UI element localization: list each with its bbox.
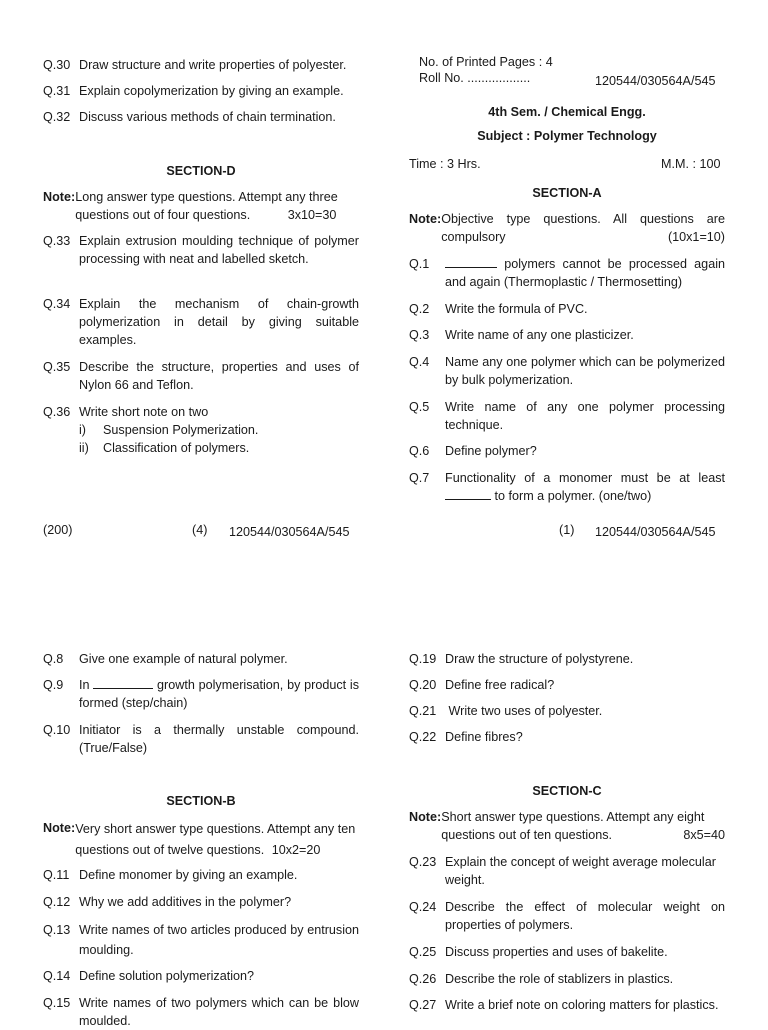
question-5: Q.5 Write name of any one polymer processing technique. [409,400,725,432]
question-10: Q.10 Initiator is a thermally unstable compound. (True/False) [43,723,359,755]
section-d-title: SECTION-D [166,164,236,178]
section-d-note: Note: Long answer type questions. Attempt any three questions out of four questions. 3x10=30 [43,190,338,222]
section-b-title: SECTION-B [166,794,236,808]
question-6: Q.6 Define polymer? [409,444,537,458]
section-c-note-text: Short answer type questions. Attempt any eight questions out of ten questions. [441,810,705,842]
subitem-2: ii) Classification of polymers. [79,441,250,455]
question-32: Q.32 Discuss various methods of chain termination. [43,110,336,124]
question-20: Q.20 Define free radical? [409,678,555,692]
question-8: Q.8 Give one example of natural polymer. [43,652,288,666]
question-21: Q.21 Write two uses of polyester. [409,704,603,718]
question-23: Q.23 Explain the concept of weight average molecular weight. [409,855,716,887]
section-c-title: SECTION-C [532,784,602,798]
header-paper-code: 120544/030564A/545 [595,74,716,88]
printed-pages: No. of Printed Pages : 4 [419,55,553,69]
question-9: Q.9 In growth polymerisation, by product is formed (step/chain) [43,678,359,710]
footer-copies: (200) [43,523,73,537]
answer-blank [445,256,497,268]
semester-branch: 4th Sem. / Chemical Engg. [488,105,646,119]
question-22: Q.22 Define fibres? [409,730,523,744]
question-4: Q.4 Name any one polymer which can be polymerized by bulk polymerization. [409,355,725,387]
roll-no: Roll No. .................. [419,71,531,85]
question-33: Q.33 Explain extrusion moulding technique of polymer processing with neat and labelled sketch. [43,234,359,266]
section-b-note-text: Very short answer type questions. Attempt any ten questions out of twelve questions. [75,822,356,857]
section-a-marks: (10x1=10) [667,230,725,244]
max-marks: M.M. : 100 [661,157,721,171]
section-a-title: SECTION-A [532,186,602,200]
answer-blank [445,488,491,500]
footer-paper-code: 120544/030564A/545 [229,525,350,539]
question-34: Q.34 Explain the mechanism of chain-growth polymerization in detail by giving suitable examples. [43,297,359,347]
section-c-marks: 8x5=40 [683,828,725,842]
question-19: Q.19 Draw the structure of polystyrene. [409,652,634,666]
subject-title: Subject : Polymer Technology [477,129,657,143]
section-a-note: Note: Objective type questions. All questions are compulsory (10x1=10) [409,212,725,244]
question-15: Q.15 Write names of two polymers which can be blow moulded. [43,996,359,1028]
question-11: Q.11 Define monomer by giving an example. [43,868,298,882]
question-31: Q.31 Explain copolymerization by giving an example. [43,84,344,98]
section-a-note-text: Objective type questions. All questions are compulsory [441,212,725,244]
section-d-marks: 3x10=30 [287,208,337,222]
footer-page-number: (4) [192,523,208,537]
exam-time: Time : 3 Hrs. [409,157,481,171]
question-30: Q.30 Draw structure and write properties of polyester. [43,58,347,72]
subitem-1: i) Suspension Polymerization. [79,423,259,437]
section-b-marks: 10x2=20 [271,843,321,857]
question-14: Q.14 Define solution polymerization? [43,969,255,983]
footer-page-number: (1) [559,523,575,537]
question-27: Q.27 Write a brief note on coloring matters for plastics. [409,998,719,1012]
footer-paper-code: 120544/030564A/545 [595,525,716,539]
question-3: Q.3 Write name of any one plasticizer. [409,328,634,342]
question-12: Q.12 Why we add additives in the polymer? [43,895,292,909]
question-36: Q.36 Write short note on two i) Suspension Polymerization. ii) Classification of polymers. [43,403,359,457]
section-d-note-text: Long answer type questions. Attempt any three questions out of four questions. [75,190,338,222]
question-2: Q.2 Write the formula of PVC. [409,302,588,316]
section-b-note: Note: Very short answer type questions. Attempt any ten questions out of twelve questions. 10x2=20 [43,821,356,857]
question-1: Q.1 polymers cannot be processed again and again (Thermoplastic / Thermosetting) [409,257,725,289]
question-24: Q.24 Describe the effect of molecular weight on properties of polymers. [409,900,725,932]
question-7: Q.7 Functionality of a monomer must be at least to form a polymer. (one/two) [409,471,725,503]
question-13: Q.13 Write names of two articles produced by entrusion moulding. [43,923,359,957]
question-26: Q.26 Describe the role of stablizers in plastics. [409,972,674,986]
answer-blank [93,677,153,689]
question-25: Q.25 Discuss properties and uses of bakelite. [409,945,668,959]
section-c-note: Note: Short answer type questions. Attempt any eight questions out of ten questions. 8x5=40 [409,810,725,842]
question-35: Q.35 Describe the structure, properties and uses of Nylon 66 and Teflon. [43,360,359,392]
